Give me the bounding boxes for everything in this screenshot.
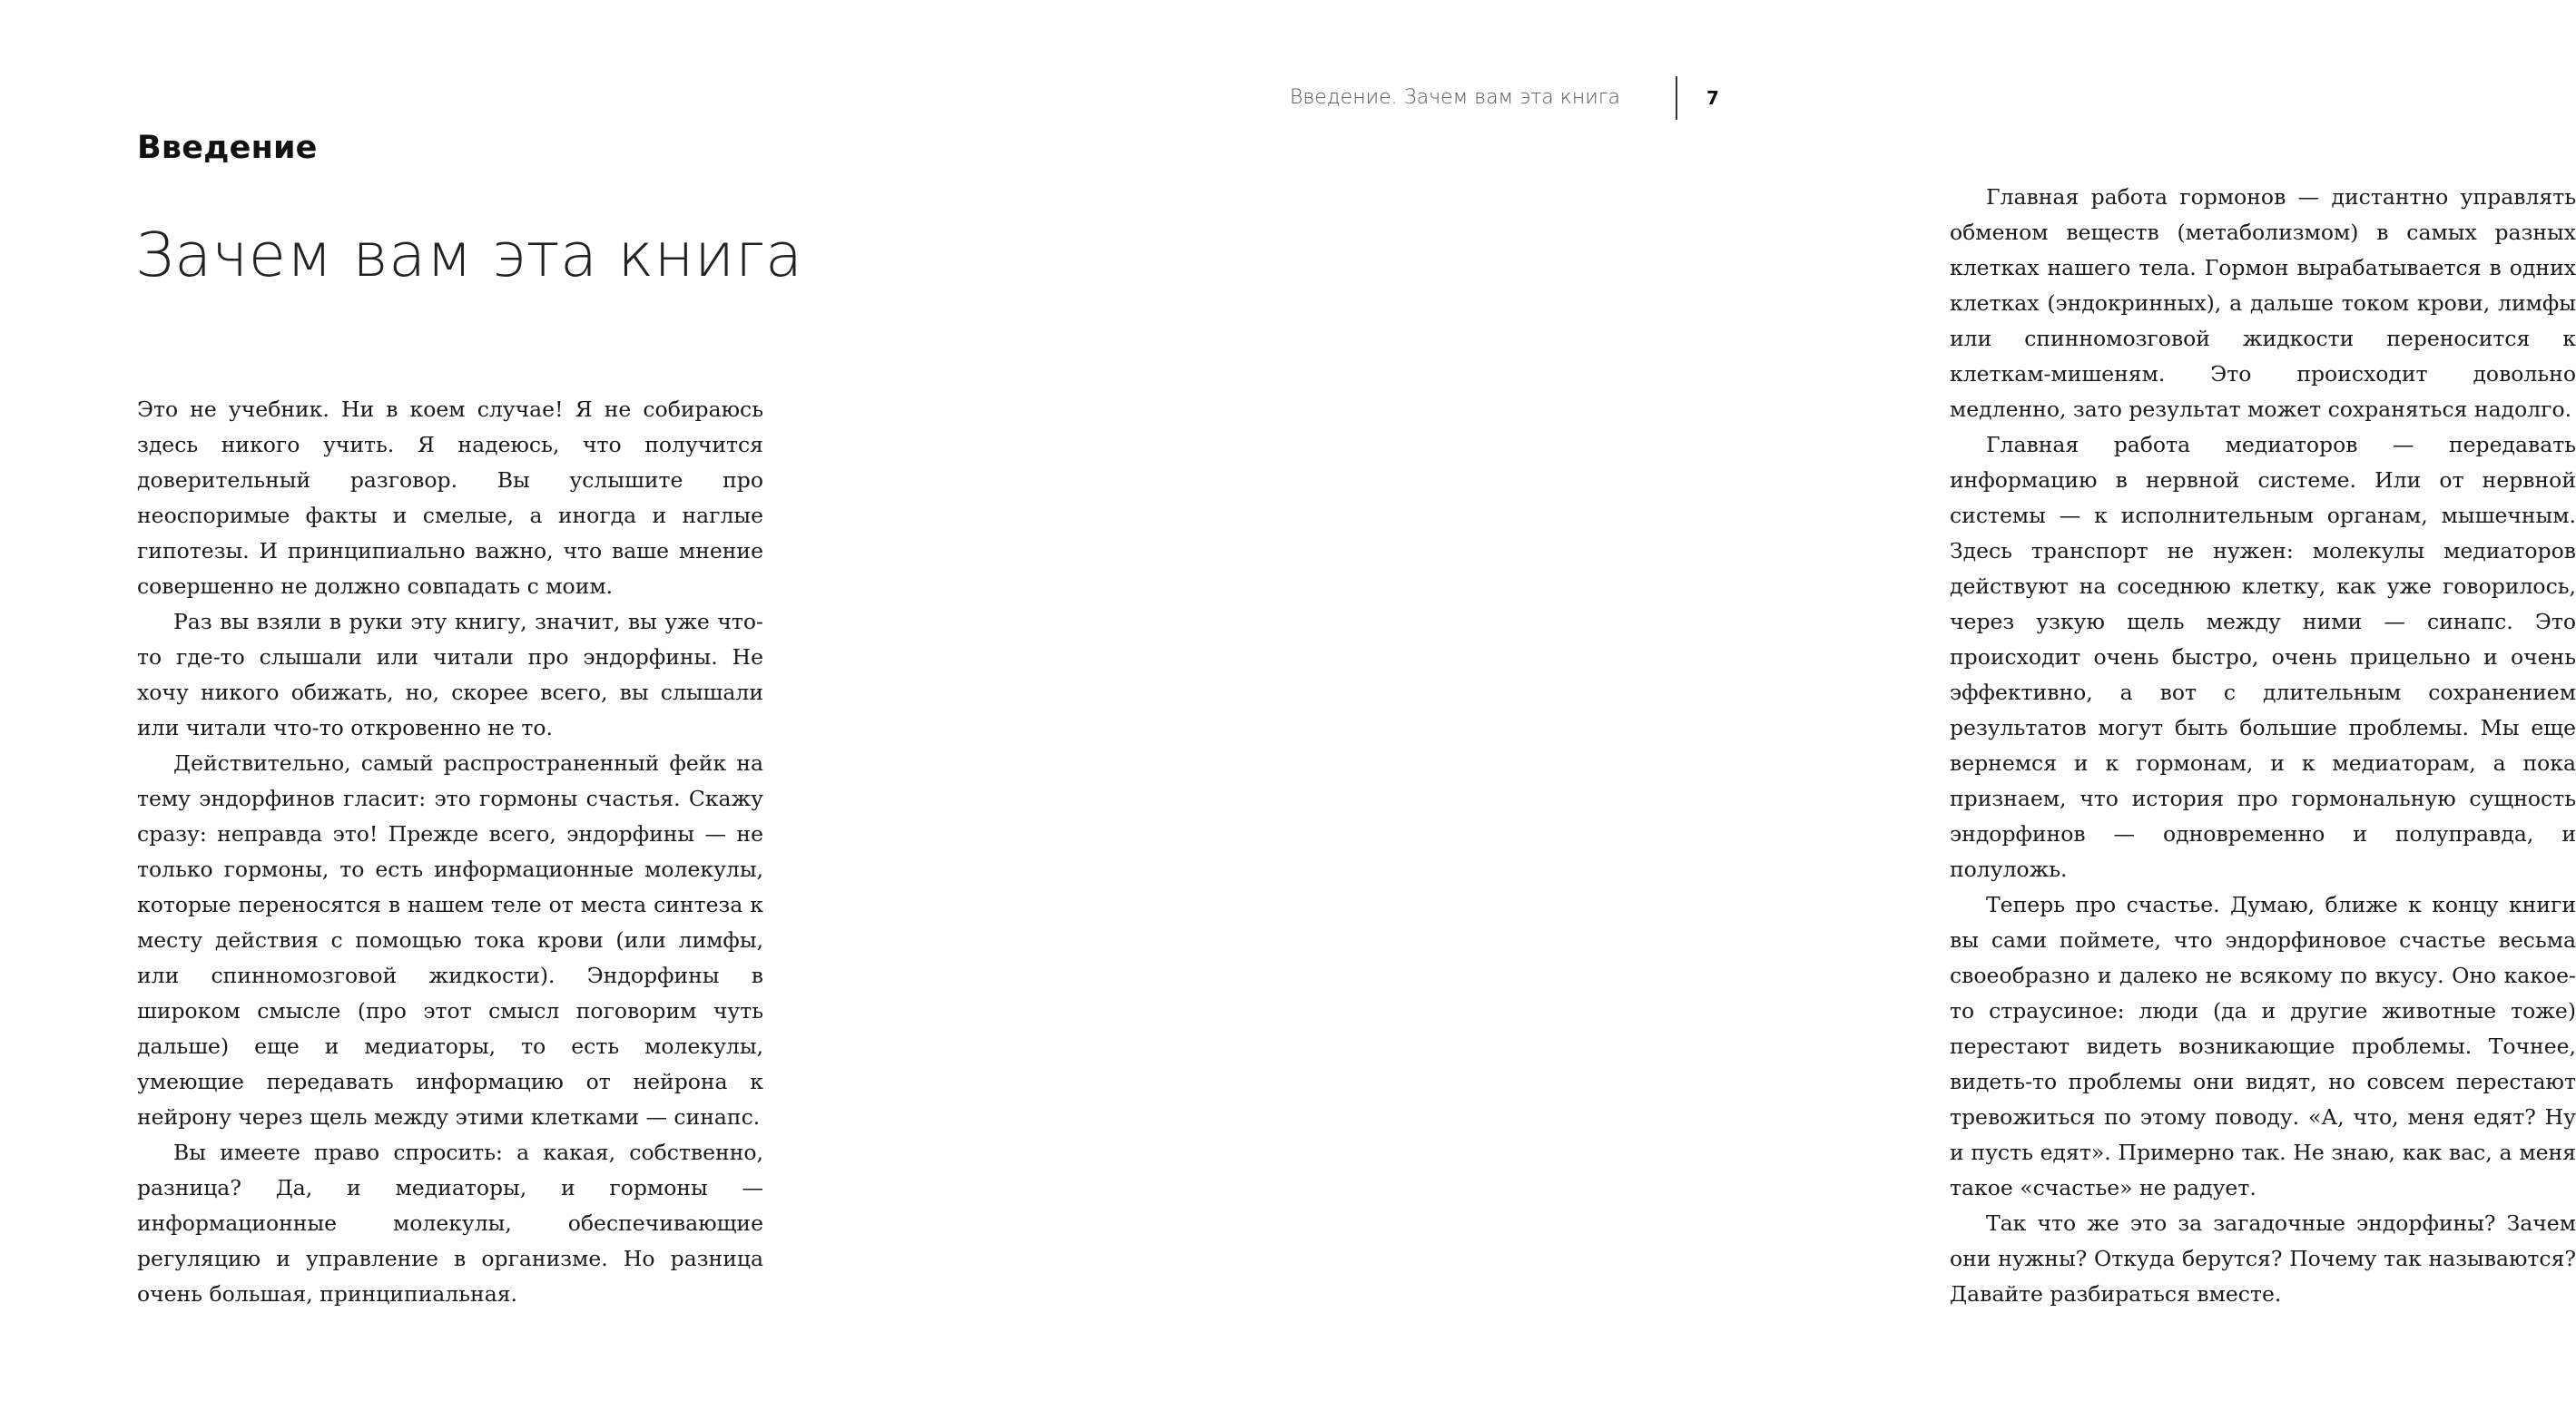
right-page [900, 0, 2576, 1401]
paragraph: Вы имеете право спросить: а какая, собственно, разница? Да, и медиаторы, и гормоны — информационные молекулы, обеспечивающие регуляцию и управление в организме. Но разница очень большая, принципиальная. [137, 1140, 763, 1307]
paragraph: Так что же это за загадочные эндорфины? Зачем они нужны? Откуда берутся? Почему так называются? Давайте разбираться вместе. [1950, 1210, 2576, 1307]
paragraph: Главная работа гормонов — дистантно управлять обменом веществ (метаболизмом) в самых разных клетках нашего тела. Гормон вырабатывается в одних клетках (эндокринных), а дальше током крови, лимфы или спинномозговой жидкости переносится к клеткам-мишеням. Это происходит довольно медленно, зато результат может сохраняться надолго. [1950, 184, 2576, 422]
left-page [0, 0, 900, 1401]
paragraph: Главная работа медиаторов — передавать информацию в нервной системе. Или от нервной системы — к исполнительным органам, мышечным. Здесь транспорт не нужен: молекулы медиаторов действуют на соседнюю клетку, как уже говорилось, через узкую щель между ними — синапс. Это происходит очень быстро, очень прицельно и очень эффективно, а вот с длительным сохранением результатов могут быть большие проблемы. Мы еще вернемся и к гормонам, и к медиаторам, а пока признаем, что история про гормональную сущность эндорфинов — одновременно и полуправда, и полуложь. [1950, 432, 2576, 882]
page-number: 7 [1706, 87, 1719, 109]
right-body-text [1950, 180, 2576, 1312]
left-body-text [137, 392, 763, 1312]
paragraph: Это не учебник. Ни в коем случае! Я не собираюсь здесь никого учить. Я надеюсь, что получится доверительный разговор. Вы услышите про неоспоримые факты и смелые, а иногда и наглые гипотезы. И принципиально важно, что ваше мнение совершенно не должно совпадать с моим. [137, 397, 763, 599]
section-label: Введение [137, 130, 318, 166]
header-divider [1676, 76, 1677, 120]
running-head: Введение. Зачем вам эта книга [1289, 86, 1620, 109]
paragraph: Раз вы взяли в руки эту книгу, значит, вы уже что-то где-то слышали или читали про эндорфины. Не хочу никого обижать, но, скорее всего, вы слышали или читали что-то откровенно не то. [137, 609, 763, 740]
paragraph: Действительно, самый распространенный фейк на тему эндорфинов гласит: это гормоны счастья. Скажу сразу: неправда это! Прежде всего, эндорфины — не только гормоны, то есть информационные молекулы, которые переносятся в нашем теле от места синтеза к месту действия с помощью тока крови (или лимфы, или спинномозговой жидкости). Эндорфины в широком смысле (про этот смысл поговорим чуть дальше) еще и медиаторы, то есть молекулы, умеющие передавать информацию от нейрона к нейрону через щель между этими клетками — синапс. [137, 750, 763, 1130]
chapter-title: Зачем вам эта книга [135, 220, 803, 290]
paragraph: Теперь про счастье. Думаю, ближе к концу книги вы сами поймете, что эндорфиновое счастье весьма своеобразно и далеко не всякому по вкусу. Оно какое-то страусиное: люди (да и другие животные тоже) перестают видеть возникающие проблемы. Точнее, видеть-то проблемы они видят, но совсем перестают тревожиться по этому поводу. «А, что, меня едят? Ну и пусть едят». Примерно так. Не знаю, как вас, а меня такое «счастье» не радует. [1950, 892, 2576, 1200]
